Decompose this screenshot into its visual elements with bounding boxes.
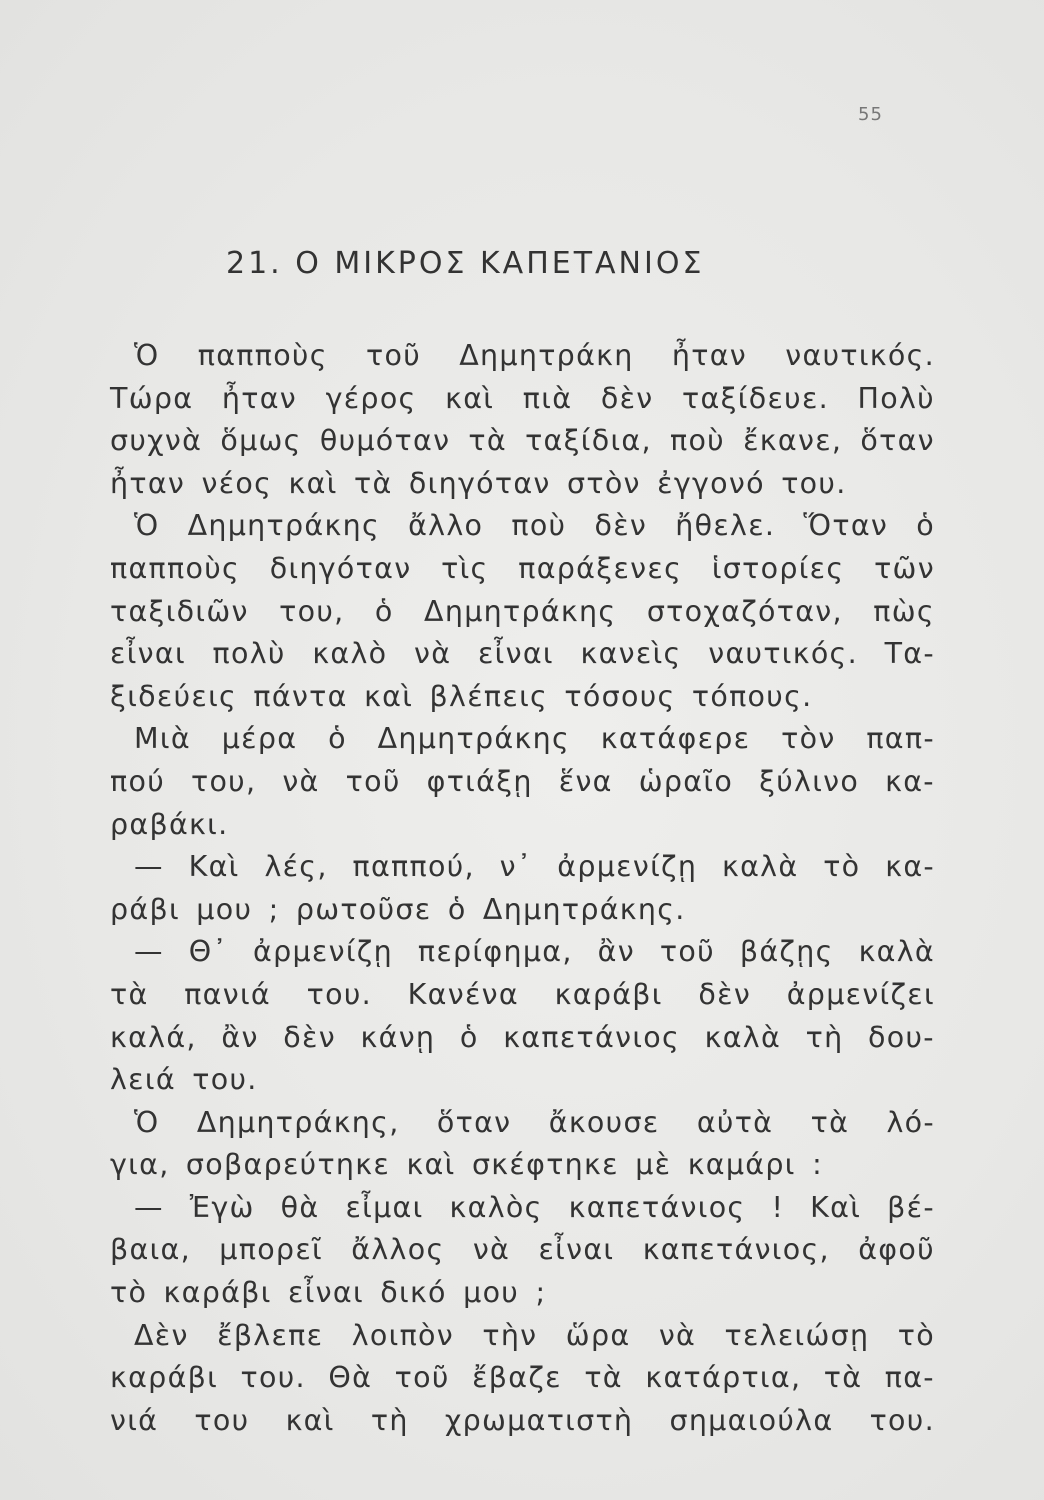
- text-line: τὸ καράβι εἶναι δικό μου ;: [110, 1276, 547, 1310]
- word: Δὲν: [134, 1318, 189, 1352]
- word: Ὁ: [134, 1105, 160, 1139]
- word: ὅμως: [220, 424, 302, 458]
- text-line: [110, 931, 935, 974]
- word: εἶναι: [110, 637, 186, 671]
- word: βέ-: [887, 1190, 935, 1224]
- word: ποὺ: [511, 509, 567, 543]
- word: ξύλινο: [759, 764, 860, 798]
- word: πού: [110, 764, 165, 798]
- word: ν᾿: [499, 850, 533, 884]
- word: εἶναι: [538, 1233, 615, 1267]
- word: Ὁ: [134, 509, 160, 543]
- word: νὰ: [658, 1318, 697, 1352]
- word: φτιάξῃ: [426, 764, 533, 798]
- word: χρωματιστὴ: [444, 1403, 634, 1437]
- word: παπποὺς: [110, 551, 241, 585]
- word: ὥρα: [565, 1318, 631, 1352]
- word: νιά: [110, 1403, 159, 1437]
- word: πιὰ: [522, 381, 573, 415]
- word: παπ-: [866, 722, 935, 756]
- word: του.: [240, 1361, 306, 1395]
- word: δὲν: [283, 1020, 336, 1054]
- word: του,: [279, 594, 345, 628]
- word: περίφημα,: [417, 935, 573, 969]
- word: κανεὶς: [580, 637, 682, 671]
- word: ἀφοῦ: [858, 1233, 935, 1267]
- word: καράβι: [110, 1361, 219, 1395]
- word: ὅταν: [436, 1105, 512, 1139]
- text-line: ράβι μου ; ρωτοῦσε ὁ Δημητράκης.: [110, 892, 686, 926]
- word: συχνὰ: [110, 424, 203, 458]
- word: τοῦ: [366, 339, 422, 372]
- text-line: [110, 761, 935, 804]
- word: ταξίδευε.: [682, 381, 830, 415]
- text-line: [110, 1017, 935, 1060]
- text-line: [110, 335, 935, 378]
- word: καπετάνιος: [568, 1190, 746, 1224]
- word: εἶναι: [477, 637, 554, 671]
- word: ὁ: [459, 1020, 479, 1054]
- word: τελειώσῃ: [724, 1318, 870, 1352]
- word: παράξενες: [518, 551, 683, 585]
- word: δου-: [868, 1020, 935, 1054]
- word: ναυτικός.: [785, 339, 935, 372]
- word: ἕνα: [558, 764, 613, 798]
- word: τὰ: [584, 1361, 623, 1395]
- word: τὰ: [823, 1361, 863, 1395]
- word: Καὶ: [810, 1190, 862, 1224]
- word: Θὰ: [328, 1361, 373, 1395]
- word: κατάφερε: [600, 722, 751, 756]
- word: Τα-: [884, 637, 935, 671]
- word: Κανένα: [407, 977, 519, 1011]
- word: Ὁ: [134, 339, 160, 372]
- word: ὁ: [916, 509, 935, 543]
- word: μέρα: [221, 722, 298, 756]
- text-line: [110, 505, 935, 548]
- word: Δημητράκης: [424, 594, 617, 628]
- word: Ὅταν: [803, 509, 889, 543]
- word: στοχαζόταν,: [646, 594, 843, 628]
- word: θυμόταν: [319, 424, 451, 458]
- word: Καὶ: [188, 850, 240, 884]
- word: ἀρμενίζει: [786, 977, 935, 1011]
- word: σημαιούλα: [669, 1403, 834, 1437]
- word: παπποὺς: [197, 339, 328, 372]
- word: ναυτικός.: [708, 637, 858, 671]
- word: —: [134, 850, 164, 884]
- word: ἂν: [597, 935, 635, 969]
- word: Δημητράκης: [187, 509, 380, 543]
- word: πα-: [884, 1361, 935, 1395]
- word: τοῦ: [345, 764, 401, 798]
- word: πανιά: [184, 977, 271, 1011]
- word: καλὰ: [858, 935, 935, 969]
- word: νὰ: [472, 1233, 511, 1267]
- word: καλὰ: [721, 850, 799, 884]
- word: Δημητράκης,: [196, 1105, 400, 1139]
- word: αὐτὰ: [696, 1105, 774, 1139]
- text-line: [110, 846, 935, 889]
- word: —: [134, 935, 164, 969]
- word: τὶς: [441, 551, 489, 585]
- word: ἱστορίες: [711, 551, 845, 585]
- word: θὰ: [280, 1190, 320, 1224]
- word: τὸν: [781, 722, 836, 756]
- text-line: [110, 633, 935, 676]
- word: ποὺ: [669, 424, 725, 458]
- word: καπετάνιος: [503, 1020, 681, 1054]
- chapter-title: 21. Ο ΜΙΚΡΟΣ ΚΑΠΕΤΑΝΙΟΣ: [226, 246, 705, 281]
- word: τὴν: [482, 1318, 538, 1352]
- word: ἔκανε,: [743, 424, 843, 458]
- word: ὡραῖο: [638, 764, 734, 798]
- text-line: [110, 974, 935, 1017]
- text-line: [110, 1315, 935, 1358]
- word: κάνῃ: [360, 1020, 436, 1054]
- word: ἦταν: [671, 339, 748, 372]
- word: διηγόταν: [269, 551, 412, 585]
- word: !: [771, 1190, 785, 1224]
- text-line: [110, 1229, 935, 1272]
- word: μπορεῖ: [219, 1233, 323, 1267]
- word: τὰ: [468, 424, 507, 458]
- word: καλά,: [110, 1020, 197, 1054]
- word: τῶν: [874, 551, 935, 585]
- word: —: [134, 1190, 164, 1224]
- word: ἄλλος: [351, 1233, 445, 1267]
- word: τοῦ: [394, 1361, 450, 1395]
- word: νὰ: [282, 764, 320, 798]
- word: λοιπὸν: [351, 1318, 454, 1352]
- word: κα-: [885, 850, 935, 884]
- word: πὼς: [873, 594, 935, 628]
- word: δὲν: [594, 509, 648, 543]
- word: ἔβαζε: [472, 1361, 562, 1395]
- word: παππού,: [352, 850, 475, 884]
- word: τὸ: [823, 850, 861, 884]
- story-text: [110, 335, 935, 1442]
- word: κατάρτια,: [645, 1361, 802, 1395]
- word: βάζῃς: [739, 935, 834, 969]
- text-line: ραβάκι.: [110, 807, 229, 841]
- word: ἄλλο: [408, 509, 484, 543]
- word: του.: [306, 977, 373, 1011]
- word: τὰ: [110, 977, 149, 1011]
- word: ὅταν: [860, 424, 935, 458]
- word: ἀρμενίζῃ: [557, 850, 698, 884]
- word: εἶμαι: [345, 1190, 424, 1224]
- word: τὰ: [810, 1105, 850, 1139]
- word: ταξίδια,: [525, 424, 652, 458]
- text-line: [110, 591, 935, 634]
- text-line: [110, 1400, 935, 1443]
- word: ὁ: [328, 722, 347, 756]
- word: καλὸς: [449, 1190, 543, 1224]
- word: τὴ: [370, 1403, 409, 1437]
- text-line: [110, 1357, 935, 1400]
- text-line: ἦταν νέος καὶ τὰ διηγόταν στὸν ἐγγονό του.: [110, 466, 847, 500]
- word: νὰ: [414, 637, 452, 671]
- text-line: [110, 1102, 935, 1145]
- word: τὴ: [805, 1020, 844, 1054]
- word: δὲν: [600, 381, 654, 415]
- word: καράβι: [554, 977, 663, 1011]
- word: Μιὰ: [134, 722, 191, 756]
- text-line: [110, 420, 935, 463]
- word: καὶ: [445, 381, 495, 415]
- word: του,: [190, 764, 257, 798]
- word: του.: [869, 1403, 935, 1437]
- word: καπετάνιος,: [642, 1233, 830, 1267]
- text-line: [110, 1187, 935, 1230]
- word: Δημητράκης: [377, 722, 570, 756]
- text-line: ξιδεύεις πάντα καὶ βλέπεις τόσους τόπους.: [110, 679, 813, 713]
- word: Θ᾿: [188, 935, 229, 969]
- page-number: 55: [858, 104, 883, 125]
- text-line: για, σοβαρεύτηκε καὶ σκέφτηκε μὲ καμάρι :: [110, 1148, 823, 1182]
- word: ταξιδιῶν: [110, 594, 249, 628]
- word: ἤθελε.: [675, 509, 776, 543]
- word: καὶ: [285, 1403, 335, 1437]
- text-line: λειά του.: [110, 1063, 258, 1097]
- text-line: [110, 548, 935, 591]
- word: λές,: [264, 850, 328, 884]
- word: ἔβλεπε: [217, 1318, 324, 1352]
- word: Τώρα: [110, 381, 194, 415]
- text-line: [110, 378, 935, 421]
- word: βαια,: [110, 1233, 191, 1267]
- word: καλὰ: [704, 1020, 782, 1054]
- word: καλὸ: [312, 637, 388, 671]
- text-line: [110, 718, 935, 761]
- word: δὲν: [698, 977, 752, 1011]
- word: ἦταν: [221, 381, 298, 415]
- word: ἂν: [221, 1020, 259, 1054]
- word: του: [194, 1403, 250, 1437]
- word: κα-: [885, 764, 935, 798]
- word: τὸ: [897, 1318, 935, 1352]
- word: γέρος: [325, 381, 417, 415]
- word: ἄκουσε: [548, 1105, 660, 1139]
- word: ὁ: [374, 594, 394, 628]
- word: ἀρμενίζῃ: [252, 935, 393, 969]
- word: λό-: [886, 1105, 935, 1139]
- word: πολὺ: [212, 637, 286, 671]
- word: Δημητράκη: [459, 339, 634, 372]
- word: Ἐγὼ: [189, 1190, 255, 1224]
- word: Πολὺ: [857, 381, 935, 415]
- word: τοῦ: [659, 935, 715, 969]
